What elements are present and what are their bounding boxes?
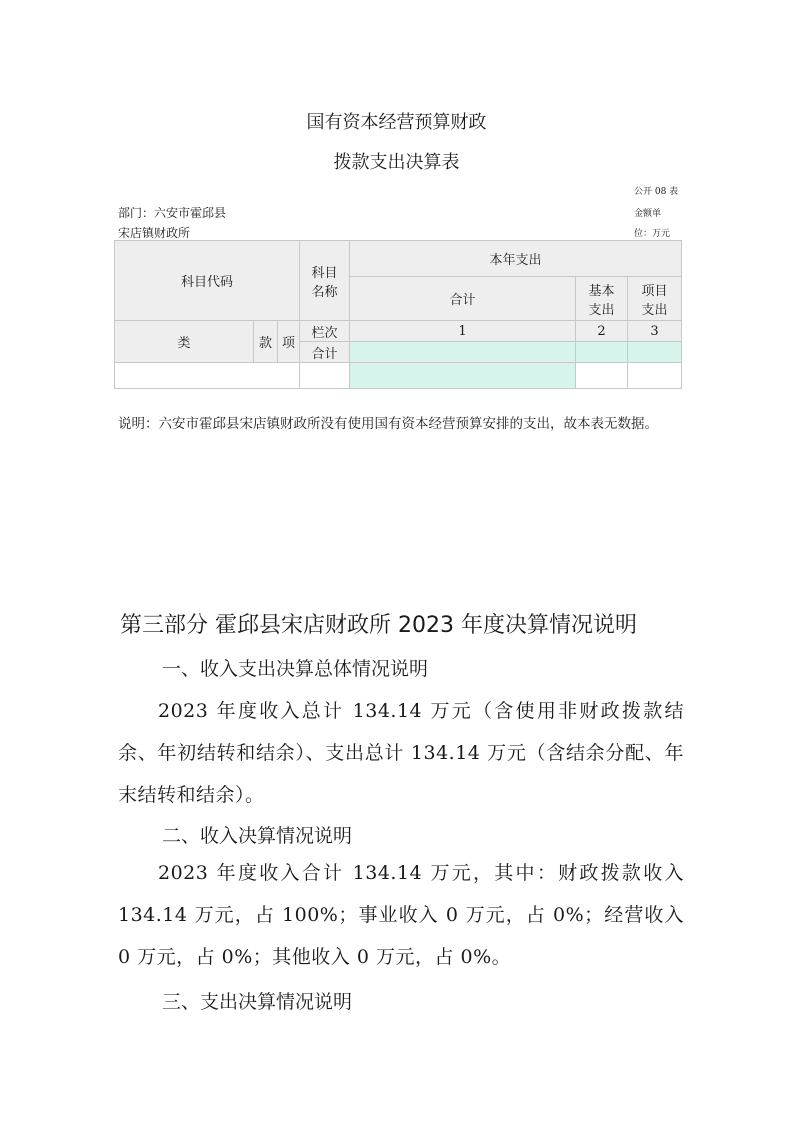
expenditure-table: [114, 240, 682, 389]
column-index-1: 1: [350, 321, 576, 342]
column-index-2: 2: [576, 321, 628, 342]
form-number: 公开 08 表: [634, 187, 679, 197]
project-total-cell: [628, 342, 682, 363]
data-total-cell: [350, 363, 576, 389]
table-note: 说明：六安市霍邱县宋店镇财政所没有使用国有资本经营预算安排的支出，故本表无数据。: [118, 416, 658, 432]
table-title-line2: 拨款支出决算表: [333, 152, 460, 173]
section2-heading: 二、收入决算情况说明: [162, 825, 353, 847]
header-item: 项: [278, 321, 300, 363]
section1-paragraph: 2023 年度收入总计 134.14 万元（含使用非财政拨款结余、年初结转和结余）、支出总计 134.14 万元（含结余分配、年末结转和结余）。: [118, 700, 684, 806]
section3-heading: 三、支出决算情况说明: [162, 991, 353, 1013]
part3-heading: 第三部分 霍邱县宋店财政所 2023 年度决算情况说明: [120, 613, 637, 638]
data-code-cell: [115, 363, 300, 389]
unit-line1: 金额单: [634, 209, 662, 219]
header-project-expenditure: 项目 支出: [628, 277, 682, 321]
basic-total-cell: [576, 342, 628, 363]
department-line2: 宋店镇财政所: [118, 226, 191, 240]
header-basic-expenditure: 基本 支出: [576, 277, 628, 321]
header-subject-name: 科目 名称: [300, 241, 350, 321]
header-subject-code: 科目代码: [115, 241, 300, 321]
column-index-3: 3: [628, 321, 682, 342]
header-section: 款: [254, 321, 278, 363]
row-label-total: 合计: [300, 342, 350, 363]
data-project-cell: [628, 363, 682, 389]
row-label-column-index: 栏次: [300, 321, 350, 342]
header-current-year-expenditure: 本年支出: [350, 241, 682, 277]
header-total: 合计: [350, 277, 576, 321]
data-name-cell: [300, 363, 350, 389]
data-basic-cell: [576, 363, 628, 389]
table-title-line1: 国有资本经营预算财政: [306, 112, 487, 133]
section1-heading: 一、收入支出决算总体情况说明: [162, 658, 429, 680]
total-cell: [350, 342, 576, 363]
department-line1: 部门：六安市霍邱县: [118, 206, 227, 220]
header-category: 类: [115, 321, 254, 363]
section2-paragraph: 2023 年度收入合计 134.14 万元，其中：财政拨款收入 134.14 万元，占 100%；事业收入 0 万元，占 0%；经营收入 0 万元，占 0%；其他收入 0 万元，占 0%。: [118, 862, 684, 968]
unit-line2: 位：万元: [634, 229, 671, 239]
